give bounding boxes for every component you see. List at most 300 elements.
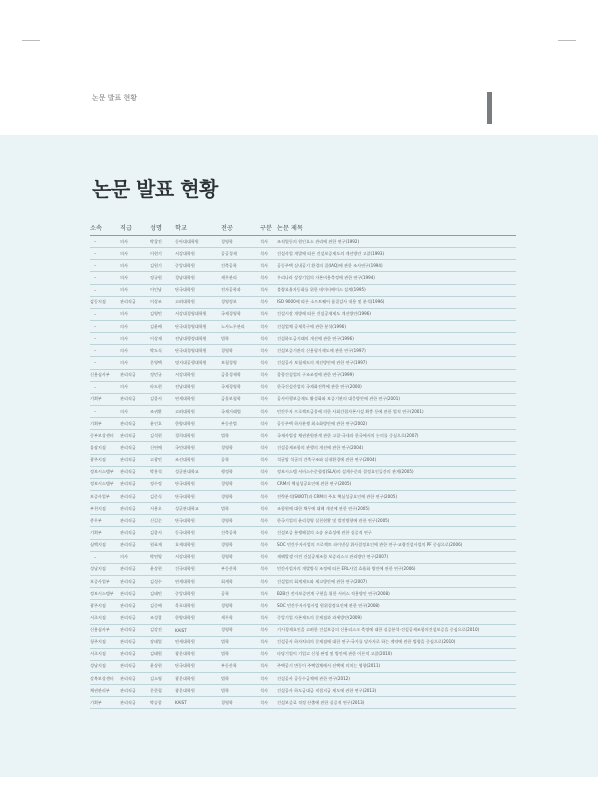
cell-school: 경남대학원 — [175, 272, 221, 284]
cell-affiliation: 울잠지점 — [90, 442, 120, 454]
cell-name: 박승종 — [150, 697, 175, 709]
cell-affiliation: – — [90, 345, 120, 357]
cell-affiliation: 강북보상센터 — [90, 673, 120, 685]
cell-paper-title: 국제사법상 채권관원관계 관한 고찰-국내과 한국에서의 논의를 중심으로(2007) — [277, 430, 516, 442]
cell-affiliation: – — [90, 357, 120, 369]
cell-affiliation: 신용심사부 — [90, 624, 120, 636]
cell-degree: 석사 — [260, 296, 277, 308]
cell-paper-title: 타당기업이 기업고 신청 판정 및 방안에 관한 이론적 고찰(2010) — [277, 648, 516, 660]
cell-affiliation: 부천지점 — [90, 503, 120, 515]
cell-degree: 석사 — [260, 588, 277, 600]
cell-rank: 관리직급 — [120, 454, 150, 466]
cell-name: 박도식 — [150, 345, 175, 357]
cell-degree: 석사 — [260, 320, 277, 332]
cell-rank: 관리직급 — [120, 685, 150, 697]
cell-rank: 의사 — [120, 272, 150, 284]
cell-degree: 석사 — [260, 333, 277, 345]
cell-paper-title: 한국건설산업의 국제화전략에 관한 연구(2000) — [277, 381, 516, 393]
cell-affiliation: 정보시스템부 — [90, 478, 120, 490]
cell-major: 부동산학 — [221, 660, 260, 672]
cell-school: 건국대학원 — [175, 563, 221, 575]
cell-major: 부동산법 — [221, 418, 260, 430]
cell-school: 광운대학원 — [175, 648, 221, 660]
cell-rank: 관리직급 — [120, 673, 150, 685]
cell-name: 고광민 — [150, 454, 175, 466]
cell-major: 재무관리 — [221, 272, 260, 284]
cell-rank: 관리직급 — [120, 393, 150, 405]
cell-affiliation: 서초지점 — [90, 612, 120, 624]
cell-major: 경영학 — [221, 236, 260, 248]
table-row — [90, 600, 516, 612]
cell-major: 공학 — [221, 454, 260, 466]
cell-rank: 관리직급 — [120, 490, 150, 502]
table-row — [90, 236, 516, 248]
cell-major: 법학 — [221, 636, 260, 648]
table-row — [90, 369, 516, 381]
table-row — [90, 405, 516, 417]
table-row — [90, 248, 516, 260]
cell-paper-title: 우리나라 상장기업의 자본비용측정에 관한 연구(1994) — [277, 272, 516, 284]
cell-paper-title: 건설업의 회계제도와 제고방안에 관한 연구(2007) — [277, 575, 516, 587]
cell-affiliation: 기획부 — [90, 418, 120, 430]
table-row — [90, 490, 516, 502]
table-row — [90, 308, 516, 320]
cell-rank: 의사 — [120, 333, 150, 345]
cell-rank: 의사 — [120, 381, 150, 393]
cell-school: KAIST — [175, 697, 221, 709]
cell-paper-title: 건설사업 개발에 따른 건설보증제도의 개선방안 고찰(1993) — [277, 248, 516, 260]
cell-school: 전남대행정대학원 — [175, 333, 221, 345]
cell-school: 목포대학원 — [175, 600, 221, 612]
cell-school: 단국대학원 — [175, 660, 221, 672]
cell-degree: 석사 — [260, 430, 277, 442]
cell-major: 경영학 — [221, 624, 260, 636]
table-row — [90, 503, 516, 515]
cell-major: 공공경제 — [221, 248, 260, 260]
cell-rank: 관리직급 — [120, 515, 150, 527]
cell-major: 공학 — [221, 588, 260, 600]
table-row — [90, 612, 516, 624]
cell-affiliation: – — [90, 381, 120, 393]
table-row — [90, 636, 516, 648]
cell-rank: 관리직급 — [120, 503, 150, 515]
table-row — [90, 272, 516, 284]
cell-major: 법학 — [221, 503, 260, 515]
crop-mark-top-right — [558, 40, 576, 49]
table-row — [90, 697, 516, 709]
cell-paper-title: 정보시스템 서비스수준협정(SLA)의 설계수준과 결정요인들간의 관계(2005) — [277, 466, 516, 478]
cell-rank: 관리직급 — [120, 466, 150, 478]
cell-rank: 의사 — [120, 405, 150, 417]
cell-degree: 석사 — [260, 551, 277, 563]
cell-school: 고려대학원 — [175, 296, 221, 308]
cell-name: 라도현 — [150, 381, 175, 393]
cell-major: 경영학 — [221, 345, 260, 357]
cell-affiliation: 성남지점 — [90, 563, 120, 575]
cell-rank: 관리직급 — [120, 442, 150, 454]
cell-rank: 관리직급 — [120, 478, 150, 490]
cell-degree: 석사 — [260, 381, 277, 393]
cell-degree: 석사 — [260, 624, 277, 636]
cell-major: 국제경영학 — [221, 381, 260, 393]
cell-paper-title: B2B간 전자보증연계 구현을 위한 서비스 적용방안 연구(2008) — [277, 588, 516, 600]
paper-table-container — [90, 223, 516, 709]
table-row — [90, 393, 516, 405]
cell-name: 문한철 — [150, 685, 175, 697]
cell-degree: 석사 — [260, 636, 277, 648]
cell-major: 경영학 — [221, 600, 260, 612]
table-row — [90, 418, 516, 430]
cell-school: 중앙대학원 — [175, 260, 221, 272]
cell-affiliation: – — [90, 405, 120, 417]
cell-name: 이상조 — [150, 296, 175, 308]
cell-major: 법학 — [221, 648, 260, 660]
cell-degree: 석사 — [260, 369, 277, 381]
cell-affiliation: – — [90, 248, 120, 260]
cell-rank: 의사 — [120, 320, 150, 332]
cell-school: 중앙대학원 — [175, 588, 221, 600]
table-body — [90, 236, 516, 709]
cell-paper-title: 건설보증기관의 신용평가제도에 관한 연구(1997) — [277, 345, 516, 357]
cell-name: 김준식 — [150, 490, 175, 502]
cell-school: 서강대학원 — [175, 551, 221, 563]
table-row — [90, 284, 516, 296]
page-title: 논문 발표 현황 — [92, 177, 218, 201]
cell-school: 연세대학원 — [175, 393, 221, 405]
cell-name: 이상재 — [150, 333, 175, 345]
table-row — [90, 563, 516, 575]
table-row — [90, 296, 516, 308]
cell-paper-title: 재해발생 이전 건설공제조합 보증리스크 관리방안 연구(2007) — [277, 551, 516, 563]
cell-major: 경영학 — [221, 551, 260, 563]
crop-mark-top-left — [22, 40, 40, 49]
cell-degree: 석사 — [260, 527, 277, 539]
cell-name: 김중배 — [150, 600, 175, 612]
cell-name: 박창진 — [150, 236, 175, 248]
table-row — [90, 454, 516, 466]
cell-school: 단국대학원 — [175, 490, 221, 502]
cell-rank: 관리직급 — [120, 648, 150, 660]
cell-affiliation: 감동지점 — [90, 296, 120, 308]
cell-rank: 관리직급 — [120, 539, 150, 551]
cell-school: 광운대학원 — [175, 685, 221, 697]
cell-paper-title: 석굴암 석굴의 건축구조와 실내환경에 관한 연구(2004) — [277, 454, 516, 466]
cell-school: 조선대학원 — [175, 454, 221, 466]
cell-major: 경영학 — [221, 478, 260, 490]
table-row — [90, 539, 516, 551]
cell-affiliation: 심벡지점 — [90, 539, 120, 551]
cell-major: 경영학 — [221, 539, 260, 551]
cell-paper-title: ISO 9000에 따른 소프트웨어 품질감사 내용 및 분석(1996) — [277, 296, 516, 308]
cell-affiliation: 보증사업부 — [90, 490, 120, 502]
cell-affiliation: 광주지점 — [90, 600, 120, 612]
cell-paper-title: 민간투자 프로젝트금융에 의한 사회간접자본시설 확충 등에 관한 법적 연구(2001) — [277, 405, 516, 417]
cell-name: 서용오 — [150, 503, 175, 515]
cell-major: 세무학 — [221, 612, 260, 624]
column-header-paper-title: 논문 제목 — [277, 223, 516, 236]
cell-name: 조귀환 — [150, 405, 175, 417]
cell-paper-title: SOC 민간투자사업사업 원위결정요인에 관한 연구(2008) — [277, 600, 516, 612]
cell-degree: 석사 — [260, 454, 277, 466]
cell-affiliation: – — [90, 272, 120, 284]
cell-school: 호세대학원 — [175, 539, 221, 551]
cell-rank: 관리직급 — [120, 600, 150, 612]
cell-name: 김소영 — [150, 673, 175, 685]
table-row — [90, 381, 516, 393]
cell-rank: 의사 — [120, 260, 150, 272]
table-row — [90, 478, 516, 490]
cell-major: 법학 — [221, 430, 260, 442]
cell-school: 전남대학원 — [175, 381, 221, 393]
cell-major: 보험경영 — [221, 357, 260, 369]
cell-rank: 관리직급 — [120, 660, 150, 672]
cell-rank: 관리직급 — [120, 563, 150, 575]
cell-major: 법학 — [221, 333, 260, 345]
table-header-row — [90, 223, 516, 236]
cell-paper-title: SOC 민간투자사업의 프로젝트 파이낸싱 위사결정요인에 관한 연구-교량건설사업의 PF 중심으로(2006) — [277, 539, 516, 551]
cell-affiliation: 기획부 — [90, 697, 120, 709]
cell-name: 김원기 — [150, 260, 175, 272]
cell-degree: 석사 — [260, 442, 277, 454]
cell-name: 이현기 — [150, 248, 175, 260]
cell-major: 전자공학과 — [221, 284, 260, 296]
table-row — [90, 466, 516, 478]
cell-affiliation: 신용심사부 — [90, 369, 120, 381]
cell-paper-title: 민간사업자의 개발방식 조정에 따른 ERL사업 효율화 방안에 관한 연구(2006) — [277, 563, 516, 575]
cell-school: 동국대학원 — [175, 527, 221, 539]
cell-degree: 석사 — [260, 405, 277, 417]
cell-paper-title: 건설하도급거래의 개선에 관한 연구(1996) — [277, 333, 516, 345]
column-header-school: 학교 — [175, 223, 221, 236]
cell-paper-title: 기시경제요인을 고려한 건설보증의 신용리스크 측정에 대한 실증분석-건설공제조합의건설보증을 중심으로(2010) — [277, 624, 516, 636]
cell-degree: 석사 — [260, 697, 277, 709]
cell-degree: 석사 — [260, 612, 277, 624]
cell-major: 건축공학 — [221, 527, 260, 539]
cell-affiliation: 기획부 — [90, 527, 120, 539]
table-row — [90, 515, 516, 527]
cell-major: 법학 — [221, 685, 260, 697]
cell-name: 신길순 — [150, 515, 175, 527]
cell-degree: 석사 — [260, 260, 277, 272]
cell-degree: 석사 — [260, 393, 277, 405]
cell-rank: 의사 — [120, 284, 150, 296]
cell-school: 단국대학원 — [175, 284, 221, 296]
cell-school: 광운대학원 — [175, 673, 221, 685]
cell-paper-title: CRM의 핵심성공요인에 관한 연구(2005) — [277, 478, 516, 490]
cell-paper-title: 건설업체 공제목구에 관한 분석(1996) — [277, 320, 516, 332]
cell-name: 윤상현 — [150, 563, 175, 575]
column-header-name: 성명 — [150, 223, 175, 236]
cell-rank: 관리직급 — [120, 575, 150, 587]
table-row — [90, 527, 516, 539]
cell-name: 장태열 — [150, 636, 175, 648]
cell-degree: 석사 — [260, 357, 277, 369]
cell-name: 원표재 — [150, 539, 175, 551]
table-row — [90, 442, 516, 454]
column-header-degree: 구분 — [260, 223, 277, 236]
cell-school: 연세대학원 — [175, 575, 221, 587]
cell-affiliation: 보증사업부 — [90, 575, 120, 587]
cell-name: 김영민 — [150, 308, 175, 320]
cell-major: 회계학 — [221, 575, 260, 587]
cell-affiliation: 정보시스템부 — [90, 466, 120, 478]
cell-school: 서강대학원 — [175, 369, 221, 381]
cell-rank: 의사 — [120, 248, 150, 260]
cell-major: 경영정보 — [221, 296, 260, 308]
cell-name: 이인남 — [150, 284, 175, 296]
cell-school: 한양대학원 — [175, 612, 221, 624]
cell-rank: 의사 — [120, 236, 150, 248]
cell-school: 단국대경영대학원 — [175, 345, 221, 357]
cell-affiliation: 광주지점 — [90, 454, 120, 466]
cell-major: 국제경영학 — [221, 308, 260, 320]
cell-affiliation: – — [90, 236, 120, 248]
cell-paper-title: 종합건설업의 구조조정에 관한 연구(1999) — [277, 369, 516, 381]
table-row — [90, 345, 516, 357]
cell-major: 행정학 — [221, 466, 260, 478]
cell-name: 김종서 — [150, 393, 175, 405]
cell-degree: 석사 — [260, 600, 277, 612]
table-row — [90, 320, 516, 332]
cell-rank: 의사 — [120, 551, 150, 563]
cell-paper-title: 조직열등의 원인요소 관리에 관한 연구(1992) — [277, 236, 516, 248]
cell-rank: 관리직급 — [120, 296, 150, 308]
cell-degree: 석사 — [260, 272, 277, 284]
cell-school: 성균관대학교 — [175, 466, 221, 478]
cell-affiliation: – — [90, 333, 120, 345]
cell-affiliation: 정보시스템부 — [90, 588, 120, 600]
cell-degree: 석사 — [260, 466, 277, 478]
cell-major: 부동산학 — [221, 563, 260, 575]
cell-major: 금융보험학 — [221, 393, 260, 405]
cell-name: 정규원 — [150, 272, 175, 284]
cell-affiliation: 기획부 — [90, 393, 120, 405]
table-row — [90, 660, 516, 672]
cell-degree: 석사 — [260, 308, 277, 320]
cell-degree: 석사 — [260, 248, 277, 260]
cell-affiliation: 성남지점 — [90, 660, 120, 672]
cell-paper-title: 공동주택 실내공기 환경의 질(IAQ)에 관한 조사연구(1994) — [277, 260, 516, 272]
cell-degree: 석사 — [260, 236, 277, 248]
cell-degree: 석사 — [260, 660, 277, 672]
cell-rank: 관리직급 — [120, 430, 150, 442]
cell-major: 경영학 — [221, 697, 260, 709]
table-row — [90, 588, 516, 600]
cell-paper-title: 건설시장 개방에 따른 건설공제제도 개선방안(1996) — [277, 308, 516, 320]
cell-paper-title: 주택공기 변동이 주택업체에서 선택에 미치는 영향(2011) — [277, 660, 516, 672]
cell-name: 윤인호 — [150, 418, 175, 430]
cell-paper-title: 불량요율자동화를 위한 데이터베이스 설계(1995) — [277, 284, 516, 296]
cell-school: 서강대학원 — [175, 248, 221, 260]
cell-major: 금융경제학 — [221, 369, 260, 381]
cell-school: 고려대학원 — [175, 405, 221, 417]
cell-affiliation: – — [90, 320, 120, 332]
cell-rank: 관리직급 — [120, 697, 150, 709]
cell-school: 연세대학원 — [175, 636, 221, 648]
column-header-affiliation: 소속 — [90, 223, 120, 236]
cell-degree: 석사 — [260, 648, 277, 660]
cell-name: 신연배 — [150, 442, 175, 454]
cell-degree: 석사 — [260, 503, 277, 515]
cell-paper-title: 건설공사 공동수급체에 관한 연구(2012) — [277, 673, 516, 685]
cell-major: 경영학 — [221, 442, 260, 454]
cell-degree: 석사 — [260, 490, 277, 502]
table-row — [90, 357, 516, 369]
cell-degree: 석사 — [260, 673, 277, 685]
cell-degree: 석사 — [260, 685, 277, 697]
cell-rank: 관리직급 — [120, 612, 150, 624]
cell-name: 김태원 — [150, 648, 175, 660]
cell-degree: 석사 — [260, 284, 277, 296]
cell-degree: 석사 — [260, 418, 277, 430]
cell-degree: 석사 — [260, 515, 277, 527]
cell-affiliation: 채권관리부 — [90, 685, 120, 697]
table-row — [90, 624, 516, 636]
cell-affiliation: – — [90, 284, 120, 296]
table-row — [90, 333, 516, 345]
cell-name: 정수정 — [150, 478, 175, 490]
cell-paper-title: 공사이행보증제도 활성화와 보증기관의 대응방안에 관한 연구(2001) — [277, 393, 516, 405]
table-row — [90, 648, 516, 660]
cell-major: 건축공학 — [221, 260, 260, 272]
cell-affiliation: 중부보상센터 — [90, 430, 120, 442]
cell-name: 조성창 — [150, 612, 175, 624]
cell-paper-title: 건설공사 보험제도의 개선방안에 관한 연구(1997) — [277, 357, 516, 369]
cell-name: 김태민 — [150, 588, 175, 600]
cell-affiliation: 총무부 — [90, 515, 120, 527]
paper-table — [90, 223, 516, 709]
cell-rank: 관리직급 — [120, 624, 150, 636]
section-marker-bar — [487, 92, 492, 124]
cell-major: 경영학 — [221, 490, 260, 502]
cell-name: 김강진 — [150, 624, 175, 636]
cell-rank: 관리직급 — [120, 636, 150, 648]
cell-rank: 관리직급 — [120, 588, 150, 600]
cell-degree: 석사 — [260, 563, 277, 575]
cell-paper-title: 건설공사 하자처리의 문제점에 대한 연구-국가를 당사자로 하는 계약에 관한 법령을 중심으로(2010) — [277, 636, 516, 648]
column-header-major: 전공 — [221, 223, 260, 236]
table-row — [90, 673, 516, 685]
cell-name: 윤상현 — [150, 660, 175, 672]
cell-school: 단국대경영대학원 — [175, 320, 221, 332]
cell-rank: 관리직급 — [120, 527, 150, 539]
cell-paper-title: 공동주택 하자분쟁 최소화방안에 관한 연구(2002) — [277, 418, 516, 430]
cell-school: 경희대학원 — [175, 430, 221, 442]
table-row — [90, 551, 516, 563]
cell-rank: 의사 — [120, 357, 150, 369]
cell-paper-title: 건설공사 하도급대금 직접지급 제도에 관한 연구(2013) — [277, 685, 516, 697]
cell-name: 김종서 — [150, 527, 175, 539]
cell-affiliation: – — [90, 551, 120, 563]
cell-major: 경영학 — [221, 515, 260, 527]
cell-degree: 석사 — [260, 575, 277, 587]
cell-rank: 의사 — [120, 308, 150, 320]
cell-name: 정민규 — [150, 369, 175, 381]
cell-paper-title: 한국기업의 윤리경영 실천현황 및 발전방향에 관한 연구(2005) — [277, 515, 516, 527]
cell-rank: 의사 — [120, 345, 150, 357]
cell-major: 노사노무관리 — [221, 320, 260, 332]
column-header-rank: 직급 — [120, 223, 150, 236]
cell-affiliation: – — [90, 260, 120, 272]
cell-school: 명지대공행대학원 — [175, 357, 221, 369]
cell-degree: 석사 — [260, 345, 277, 357]
cell-paper-title: 조합원에 대한 채무에 대해 개선에 관한 연구(2005) — [277, 503, 516, 515]
table-row — [90, 430, 516, 442]
cell-school: 동아대대학원 — [175, 236, 221, 248]
cell-rank: 관리직급 — [120, 369, 150, 381]
cell-school: 국민대학원 — [175, 442, 221, 454]
cell-affiliation: 청주지점 — [90, 636, 120, 648]
